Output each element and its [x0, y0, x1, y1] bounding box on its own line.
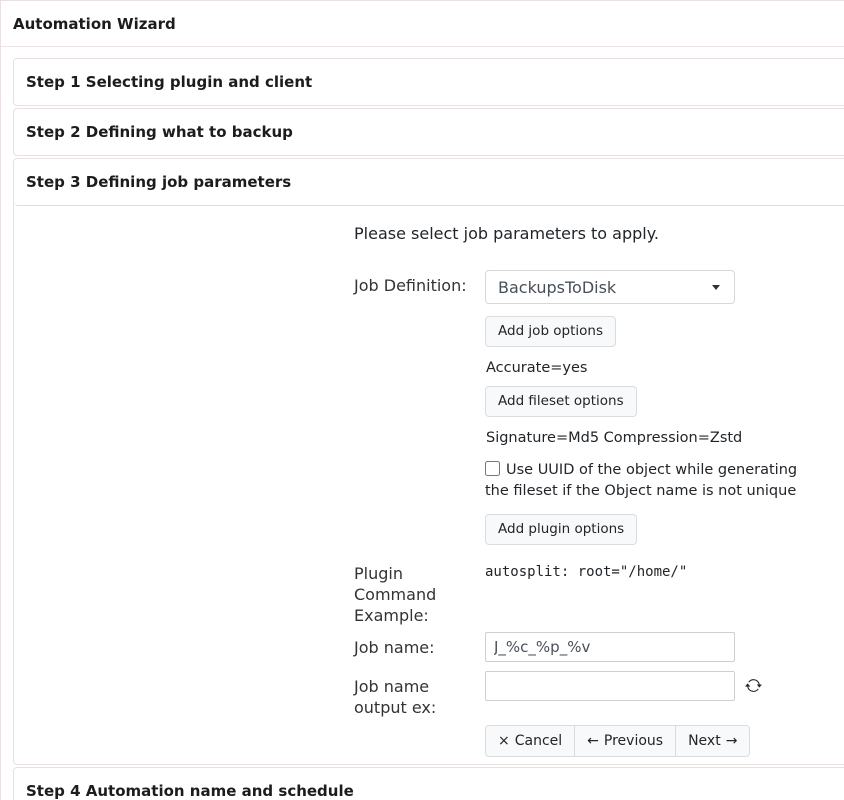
job-definition-select[interactable]	[485, 270, 735, 304]
job-name-output-label: Job name output ex:	[354, 677, 437, 717]
step-2-header[interactable]: Step 2 Defining what to backup	[14, 109, 844, 155]
close-icon: ×	[498, 733, 510, 749]
uuid-checkbox-label: Use UUID of the object while generating the fileset if the Object name is not unique	[485, 462, 798, 499]
step-4-header[interactable]: Step 4 Automation name and schedule	[14, 768, 844, 800]
wizard-nav-buttons	[485, 725, 750, 757]
next-button[interactable]: Next →	[675, 725, 750, 757]
step-2-card	[13, 108, 844, 156]
job-name-output-input[interactable]	[485, 671, 735, 701]
add-plugin-options-button[interactable]: Add plugin options	[485, 514, 637, 545]
job-name-input[interactable]	[485, 632, 735, 662]
add-job-options-button[interactable]: Add job options	[485, 316, 616, 347]
step-3-body	[14, 206, 844, 764]
cancel-button[interactable]: × Cancel	[485, 725, 575, 757]
wizard-accordion	[1, 47, 844, 800]
arrow-right-icon: →	[725, 733, 738, 749]
plugin-command-value: autosplit: root="/home/"	[485, 564, 688, 580]
step-1-header[interactable]: Step 1 Selecting plugin and client	[14, 59, 844, 105]
previous-button[interactable]: ← Previous	[574, 725, 676, 757]
fileset-options-text: Signature=Md5 Compression=Zstd	[486, 430, 743, 446]
page-title: Automation Wizard	[1, 1, 844, 47]
plugin-command-row	[354, 558, 844, 626]
job-definition-row	[354, 270, 844, 304]
job-name-output-row	[354, 671, 844, 718]
uuid-checkbox-row	[485, 459, 815, 502]
job-definition-label: Job Definition:	[354, 276, 467, 295]
add-fileset-options-button[interactable]: Add fileset options	[485, 386, 637, 417]
step-1-card	[13, 58, 844, 106]
step-4-card	[13, 767, 844, 800]
step-3-header[interactable]: Step 3 Defining job parameters	[14, 159, 844, 206]
arrow-left-icon: ←	[587, 733, 599, 749]
step-3-card	[13, 158, 844, 765]
plugin-command-label: Plugin Command Example:	[354, 564, 437, 625]
job-name-row	[354, 632, 844, 662]
intro-text: Please select job parameters to apply.	[354, 224, 659, 243]
job-name-label: Job name:	[354, 638, 435, 657]
refresh-icon[interactable]	[745, 677, 762, 694]
job-options-text: Accurate=yes	[486, 360, 588, 376]
job-definition-value: BackupsToDisk	[498, 277, 617, 297]
uuid-checkbox[interactable]	[485, 461, 500, 476]
chevron-down-icon	[712, 285, 720, 290]
